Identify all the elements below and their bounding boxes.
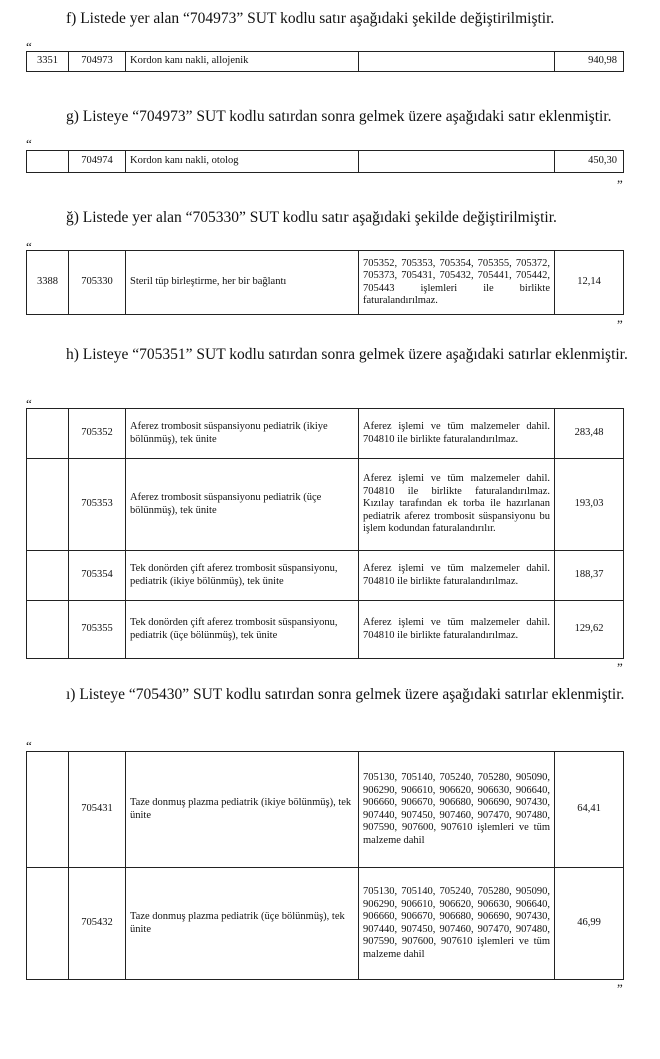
procedure-name: Aferez trombosit süspansiyonu pediatrik (ikiye bölünmüş), tek ünite [126,409,359,459]
sut-code: 704973 [69,52,126,72]
section-f-open-quote: “ [26,39,32,54]
row-number [27,752,69,868]
procedure-name: Taze donmuş plazma pediatrik (ikiye bölünmüş), tek ünite [126,752,359,868]
section-gg-close-quote: ” [617,317,623,332]
procedure-note [359,52,555,72]
row-number [27,551,69,601]
procedure-note: 705130, 705140, 705240, 705280, 905090, 906290, 906610, 906620, 906630, 906640, 906660, 906670, 906680, 906690, 907430, 907440, 907450, 907460, 907470, 907480, 907590, 907600, 907610 işlemleri ve tüm malzeme dahil [359,868,555,980]
section-h-open-quote: “ [26,396,32,411]
sut-code: 705432 [69,868,126,980]
table-row [27,52,624,72]
table-row [27,459,624,551]
section-g-close-quote: ” [617,177,623,192]
procedure-note: Aferez işlemi ve tüm malzemeler dahil. 704810 ile birlikte faturalandırılmaz. Kızılay tarafından ek torba ile hazırlanan pediatrik aferez trombosit süspansiyonu bu işlem kodundan faturalandırılır. [359,459,555,551]
procedure-price: 940,98 [555,52,624,72]
procedure-note [359,151,555,173]
procedure-note: 705352, 705353, 705354, 705355, 705372, 705373, 705431, 705432, 705441, 705442, 705443 işlemleri ile birlikte faturalandırılmaz. [359,251,555,315]
row-number: 3388 [27,251,69,315]
sut-code: 704974 [69,151,126,173]
procedure-price: 46,99 [555,868,624,980]
row-number [27,868,69,980]
procedure-name: Taze donmuş plazma pediatrik (üçe bölünmüş), tek ünite [126,868,359,980]
section-i-table [26,751,624,980]
sut-code: 705330 [69,251,126,315]
procedure-name: Kordon kanı nakli, otolog [126,151,359,173]
procedure-note: Aferez işlemi ve tüm malzemeler dahil. 704810 ile birlikte faturalandırılmaz. [359,551,555,601]
table-row [27,752,624,868]
section-i-close-quote: ” [617,981,623,996]
procedure-name: Steril tüp birleştirme, her bir bağlantı [126,251,359,315]
section-f-heading: f) Listede yer alan “704973” SUT kodlu satır aşağıdaki şekilde değiştirilmiştir. [66,10,555,27]
table-row [27,151,624,173]
procedure-price: 283,48 [555,409,624,459]
table-row [27,409,624,459]
section-i-heading: ı) Listeye “705430” SUT kodlu satırdan sonra gelmek üzere aşağıdaki satırlar eklenmiştir. [66,686,625,703]
section-g-table [26,150,624,173]
section-i-open-quote: “ [26,738,32,753]
section-g-open-quote: “ [26,136,32,151]
procedure-name: Tek donörden çift aferez trombosit süspansiyonu, pediatrik (ikiye bölünmüş), tek ünite [126,551,359,601]
section-g-heading: g) Listeye “704973” SUT kodlu satırdan sonra gelmek üzere aşağıdaki satır eklenmiştir. [66,108,612,125]
sut-code: 705353 [69,459,126,551]
procedure-price: 193,03 [555,459,624,551]
row-number [27,151,69,173]
table-row [27,551,624,601]
section-h-close-quote: ” [617,660,623,675]
section-gg-open-quote: “ [26,239,32,254]
procedure-note: 705130, 705140, 705240, 705280, 905090, 906290, 906610, 906620, 906630, 906640, 906660, 906670, 906680, 906690, 907430, 907440, 907450, 907460, 907470, 907480, 907590, 907600, 907610 işlemleri ve tüm malzeme dahil [359,752,555,868]
procedure-price: 188,37 [555,551,624,601]
sut-code: 705355 [69,601,126,659]
procedure-price: 12,14 [555,251,624,315]
table-row [27,868,624,980]
sut-code: 705354 [69,551,126,601]
sut-code: 705352 [69,409,126,459]
section-gg-table [26,250,624,315]
procedure-note: Aferez işlemi ve tüm malzemeler dahil. 704810 ile birlikte faturalandırılmaz. [359,601,555,659]
procedure-price: 129,62 [555,601,624,659]
procedure-name: Kordon kanı nakli, allojenik [126,52,359,72]
procedure-name: Tek donörden çift aferez trombosit süspansiyonu, pediatrik (üçe bölünmüş), tek ünite [126,601,359,659]
section-f-table [26,51,624,72]
table-row [27,251,624,315]
section-h-table [26,408,624,659]
section-h-heading: h) Listeye “705351” SUT kodlu satırdan sonra gelmek üzere aşağıdaki satırlar eklenmiştir. [66,346,628,363]
row-number [27,409,69,459]
row-number: 3351 [27,52,69,72]
procedure-price: 450,30 [555,151,624,173]
row-number [27,601,69,659]
table-row [27,601,624,659]
procedure-note: Aferez işlemi ve tüm malzemeler dahil. 704810 ile birlikte faturalandırılmaz. [359,409,555,459]
section-gg-heading: ğ) Listede yer alan “705330” SUT kodlu satır aşağıdaki şekilde değiştirilmiştir. [66,209,557,226]
sut-code: 705431 [69,752,126,868]
row-number [27,459,69,551]
procedure-price: 64,41 [555,752,624,868]
procedure-name: Aferez trombosit süspansiyonu pediatrik (üçe bölünmüş), tek ünite [126,459,359,551]
